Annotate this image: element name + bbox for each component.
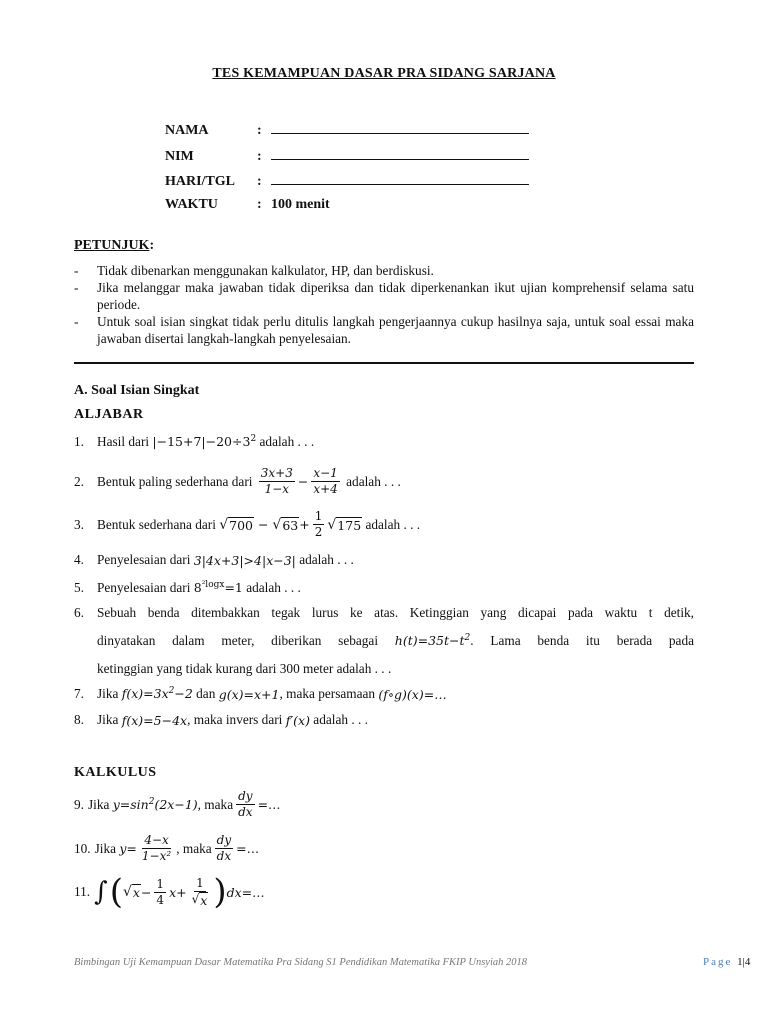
question-number: 10. xyxy=(74,840,91,856)
numerator: 1 xyxy=(196,876,204,890)
document-title: TES KEMAMPUAN DASAR PRA SIDANG SARJANA xyxy=(212,66,556,81)
question-text: , maka invers dari xyxy=(187,712,283,727)
question-7 xyxy=(74,686,694,702)
square-root xyxy=(192,892,209,908)
question-number: 8. xyxy=(74,712,84,727)
radical-sign: √ xyxy=(327,516,337,533)
instruction-item xyxy=(74,280,694,313)
question-8 xyxy=(74,712,694,728)
question-text: Hasil dari xyxy=(97,434,150,449)
question-text: , maka xyxy=(197,796,234,812)
denominator: 4 xyxy=(156,892,165,907)
nim-label: NIM xyxy=(165,149,194,164)
fraction xyxy=(311,466,339,497)
math-expression: f(x)=5−4x xyxy=(121,712,188,728)
math-text: =1 xyxy=(224,580,243,596)
question-number: 5. xyxy=(74,580,84,595)
math-exponent: 2 xyxy=(148,796,155,807)
question-text: , maka xyxy=(176,840,212,856)
hari-row xyxy=(165,171,529,190)
instruction-text: Jika melanggar maka jawaban tidak diperiksa dan tidak diperkenankan ikut ujian komprehensif selama satu periode. xyxy=(97,280,694,312)
question-text: Penyelesaian dari xyxy=(97,580,191,595)
math-exponent: ²logx xyxy=(201,580,225,591)
math-operator: + xyxy=(299,517,310,532)
radicand: x xyxy=(200,893,208,908)
question-number: 7. xyxy=(74,686,84,701)
question-2 xyxy=(74,466,694,497)
math-exponent: 2 xyxy=(464,633,471,643)
colon: : xyxy=(257,174,262,189)
bullet-dash: - xyxy=(74,280,79,295)
math-text: |−15+7|−20÷3 xyxy=(152,434,251,450)
square-root xyxy=(327,517,362,533)
question-text: dinyatakan dalam meter, diberikan sebagai xyxy=(97,633,379,649)
question-text: adalah . . . xyxy=(246,580,301,595)
bullet-dash: - xyxy=(74,314,79,329)
numerator: 3x+3 xyxy=(260,466,293,480)
math-expression: =… xyxy=(236,841,260,856)
section-divider xyxy=(74,362,694,364)
square-root xyxy=(219,517,254,533)
page-indicator xyxy=(703,956,750,968)
question-text: Jika xyxy=(94,840,117,856)
numerator: 4−x xyxy=(144,833,169,847)
fraction xyxy=(259,466,295,497)
math-expression: f′(x) xyxy=(285,712,310,728)
section-a-heading: A. Soal Isian Singkat xyxy=(74,383,200,398)
fraction xyxy=(154,877,166,908)
radicand: x xyxy=(132,885,140,900)
math-text: h(t)=35t−t xyxy=(394,633,465,649)
denominator: dx xyxy=(238,805,253,819)
question-10 xyxy=(74,833,694,864)
question-9 xyxy=(74,789,694,820)
denominator: 1−x xyxy=(264,482,290,496)
petunjuk-label: PETUNJUK xyxy=(74,238,150,253)
question-text-line xyxy=(97,633,694,649)
question-text: adalah . . . xyxy=(365,516,421,532)
question-number: 11. xyxy=(74,884,91,899)
question-number: 3. xyxy=(74,516,84,532)
denominator xyxy=(190,892,211,908)
instruction-item xyxy=(74,263,694,280)
math-expression xyxy=(152,434,256,449)
question-text: Penyelesaian dari xyxy=(97,552,191,567)
math-expression xyxy=(194,580,243,595)
math-operator: + xyxy=(176,884,187,900)
math-operator: − xyxy=(254,517,273,532)
colon: : xyxy=(149,238,155,253)
question-text: Jika xyxy=(97,686,119,701)
waktu-value: 100 menit xyxy=(271,197,330,212)
square-root xyxy=(123,884,141,900)
fraction xyxy=(313,509,325,540)
question-5 xyxy=(74,580,694,596)
question-text: Bentuk paling sederhana dari xyxy=(97,473,253,489)
math-expression xyxy=(122,686,193,701)
question-text: Jika xyxy=(97,712,119,727)
fraction xyxy=(190,876,211,908)
nama-label: NAMA xyxy=(165,123,209,138)
waktu-row xyxy=(165,197,330,213)
math-expression: (f∘g)(x)=… xyxy=(378,686,447,702)
math-exponent: 2 xyxy=(168,686,175,697)
numerator: dy xyxy=(238,789,253,803)
question-text: Bentuk sederhana dari xyxy=(97,516,216,532)
page-number: 1|4 xyxy=(737,956,751,968)
bullet-dash: - xyxy=(74,263,79,278)
denominator: 2 xyxy=(314,525,323,539)
radical-sign: √ xyxy=(191,892,200,906)
question-4 xyxy=(74,552,694,568)
nama-blank-line xyxy=(271,120,529,134)
petunjuk-heading xyxy=(74,238,154,254)
question-text: Jika xyxy=(87,796,110,812)
math-text: y=sin xyxy=(112,797,149,813)
math-expression xyxy=(113,797,198,812)
math-exponent: 2 xyxy=(250,434,257,445)
radical-sign: √ xyxy=(122,884,132,900)
radicand: 63 xyxy=(282,517,299,533)
math-text: f(x)=3x xyxy=(121,686,169,702)
hari-blank-line xyxy=(271,171,529,185)
waktu-label: WAKTU xyxy=(165,197,218,212)
denominator: x+4 xyxy=(313,482,338,496)
math-operator: − xyxy=(140,884,152,900)
question-text: ketinggian yang tidak kurang dari 300 meter adalah . . . xyxy=(97,661,392,676)
numerator: dy xyxy=(216,833,232,847)
footer-text: Bimbingan Uji Kemampuan Dasar Matematika Pra Sidang S1 Pendidikan Matematika FKIP Unsyiah 2018 xyxy=(74,957,528,968)
question-11 xyxy=(74,872,694,912)
math-expression: g(x)=x+1 xyxy=(218,686,280,702)
radical-sign: √ xyxy=(272,516,282,533)
denominator: dx xyxy=(216,849,232,863)
question-text: , maka persamaan xyxy=(279,686,376,701)
hari-label: HARI/TGL xyxy=(165,174,236,189)
integral-sign: ∫ xyxy=(94,877,108,907)
question-number: 1. xyxy=(74,434,84,449)
fraction xyxy=(215,833,233,864)
numerator: 1 xyxy=(314,509,323,523)
nim-blank-line xyxy=(271,146,529,160)
radicand: 175 xyxy=(337,517,362,533)
math-text: 8 xyxy=(193,580,202,596)
aljabar-heading: ALJABAR xyxy=(74,407,144,422)
question-text: adalah . . . xyxy=(299,552,354,567)
page-label: Page xyxy=(703,956,733,968)
fraction xyxy=(236,789,254,820)
question-1 xyxy=(74,434,694,450)
right-paren: ) xyxy=(213,872,227,912)
instruction-text: Untuk soal isian singkat tidak perlu ditulis langkah pengerjaannya cukup hasilnya saja, untuk soal essai maka jawaban disertai langkah-langkah penyelesaian. xyxy=(97,314,694,346)
math-operator: − xyxy=(297,474,309,489)
instruction-item xyxy=(74,314,694,347)
nama-row xyxy=(165,120,529,139)
question-text: dan xyxy=(196,686,216,701)
denominator: 1−x² xyxy=(141,849,172,863)
math-expression xyxy=(395,633,470,648)
math-expression: 3|4x+3|>4|x−3| xyxy=(193,552,296,568)
question-number: 2. xyxy=(74,473,84,489)
question-text: . Lama benda itu berada pada xyxy=(470,633,694,649)
math-text: −2 xyxy=(174,686,193,702)
question-text: Sebuah benda ditembakkan tegak lurus ke atas. Ketinggian yang dicapai pada waktu t detik, xyxy=(97,605,694,620)
question-3 xyxy=(74,509,694,540)
kalkulus-heading: KALKULUS xyxy=(74,765,157,780)
math-text: (2x−1) xyxy=(154,797,198,813)
math-expression: dx=… xyxy=(226,884,265,900)
question-number: 4. xyxy=(74,552,84,567)
radicand: 700 xyxy=(229,517,253,533)
math-expression: y= xyxy=(119,841,137,856)
left-paren: ( xyxy=(109,872,123,912)
math-expression: =… xyxy=(257,797,281,812)
square-root xyxy=(272,517,299,533)
colon: : xyxy=(257,123,262,138)
question-text: adalah . . . xyxy=(313,712,368,727)
question-text: adalah . . . xyxy=(259,434,315,449)
numerator: x−1 xyxy=(313,466,338,480)
colon: : xyxy=(257,197,262,212)
math-text: x xyxy=(169,884,177,900)
radical-sign: √ xyxy=(219,516,229,533)
instruction-text: Tidak dibenarkan menggunakan kalkulator, HP, dan berdiskusi. xyxy=(97,263,434,278)
fraction xyxy=(140,833,173,864)
question-number: 6. xyxy=(74,605,84,620)
question-number: 9. xyxy=(74,796,84,812)
question-text: adalah . . . xyxy=(346,473,401,489)
colon: : xyxy=(257,149,262,164)
nim-row xyxy=(165,146,529,165)
numerator: 1 xyxy=(156,876,165,891)
